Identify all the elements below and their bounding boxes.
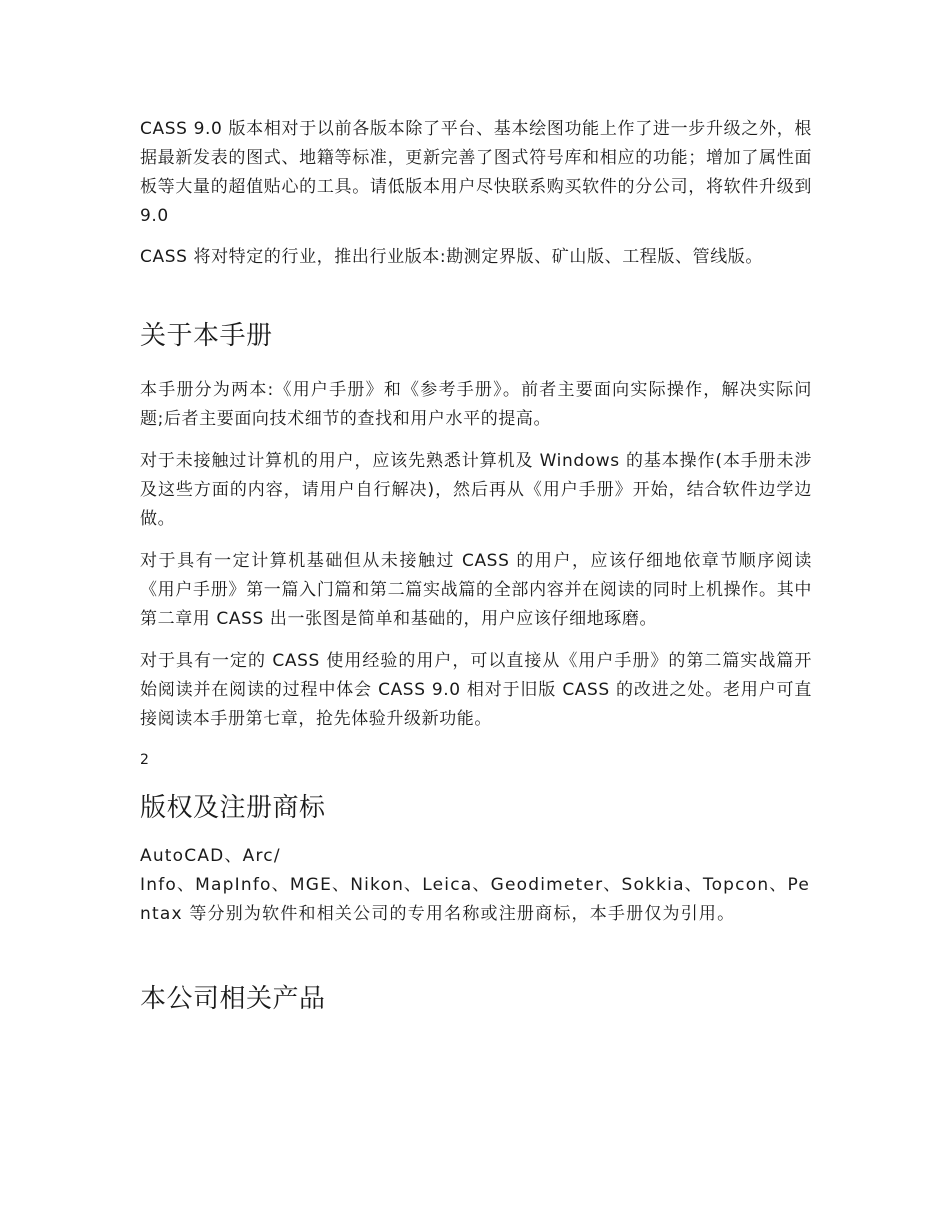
intro-paragraph-1: CASS 9.0 版本相对于以前各版本除了平台、基本绘图功能上作了进一步升级之外，根据最新发表的图式、地籍等标准，更新完善了图式符号库和相应的功能；增加了属性面板等大量的超值贴心的工具。请低版本用户尽快联系购买软件的分公司，将软件升级到 9.0 (140, 119, 812, 226)
intro-paragraph-2: CASS 将对特定的行业，推出行业版本:勘测定界版、矿山版、工程版、管线版。 (140, 247, 764, 267)
manual-paragraph-2: 对于未接触过计算机的用户，应该先熟悉计算机及 Windows 的基本操作(本手册未涉及这些方面的内容，请用户自行解决)，然后再从《用户手册》开始，结合软件边学边做。 (140, 451, 812, 529)
manual-paragraph-1: 本手册分为两本:《用户手册》和《参考手册》。前者主要面向实际操作，解决实际问题;后者主要面向技术细节的查找和用户水平的提高。 (140, 380, 812, 429)
manual-paragraph-3: 对于具有一定计算机基础但从未接触过 CASS 的用户，应该仔细地依章节顺序阅读《用户手册》第一篇入门篇和第二篇实战篇的全部内容并在阅读的同时上机操作。其中第二章用 CASS 出一张图是简单和基础的，用户应该仔细地琢磨。 (140, 551, 812, 629)
trademark-line-2: Info、MapInfo、MGE、Nikon、Leica、Geodimeter、Sokkia、Topcon、Pentax 等分别为软件和相关公司的专用名称或注册商标，本手册仅为引用。 (140, 875, 810, 924)
trademark-block (140, 842, 812, 929)
manual-heading: 关于本手册 (140, 321, 273, 351)
copyright-heading: 版权及注册商标 (140, 793, 326, 823)
manual-paragraph-4: 对于具有一定的 CASS 使用经验的用户，可以直接从《用户手册》的第二篇实战篇开始阅读并在阅读的过程中体会 CASS 9.0 相对于旧版 CASS 的改进之处。老用户可直接阅读本手册第七章，抢先体验升级新功能。 (140, 651, 812, 729)
document-page (140, 115, 812, 1017)
trademark-line-1: AutoCAD、Arc/ (140, 846, 281, 866)
page-number: 2 (140, 752, 149, 768)
products-heading: 本公司相关产品 (140, 984, 326, 1014)
